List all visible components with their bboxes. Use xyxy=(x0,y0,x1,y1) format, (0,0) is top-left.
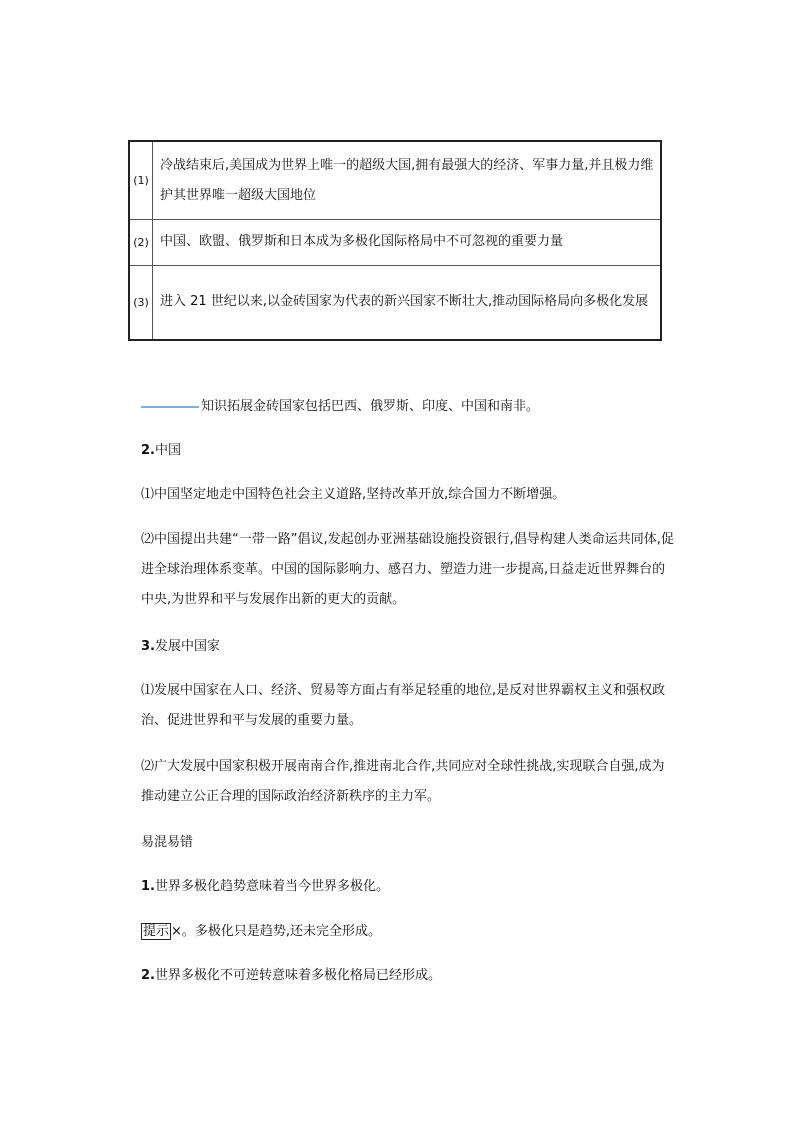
section-heading xyxy=(141,436,677,466)
row-number: (1) xyxy=(130,142,153,219)
section-title: 发展中国家 xyxy=(154,639,220,654)
paragraph: ⑵中国提出共建“一带一路”倡议,发起创办亚洲基础设施投资银行,倡导构建人类命运共同体,促进全球治理体系变革。中国的国际影响力、感召力、塑造力进一步提高,日益走近世界舞台的中央,为世界和平与发展作出新的更大的贡献。 xyxy=(141,532,674,607)
question-text: 世界多极化不可逆转意味着多极化格局已经形成。 xyxy=(154,968,441,983)
question xyxy=(141,872,677,902)
table-row xyxy=(130,265,660,339)
section-title: 中国 xyxy=(154,443,181,458)
question-number: 1. xyxy=(141,879,155,894)
table-row xyxy=(130,142,660,220)
section-number: 3. xyxy=(141,639,155,654)
section-heading xyxy=(141,632,677,662)
tip-underline-decoration xyxy=(141,406,199,408)
row-number: (3) xyxy=(130,265,153,339)
question-number: 2. xyxy=(141,968,155,983)
answer-text: ×。多极化只是趋势,还未完全形成。 xyxy=(171,924,382,939)
row-number: (2) xyxy=(130,219,153,265)
row-text: 中国、欧盟、俄罗斯和日本成为多极化国际格局中不可忽视的重要力量 xyxy=(160,234,564,249)
row-text: 进入 21 世纪以来,以金砖国家为代表的新兴国家不断壮大,推动国际格局向多极化发展 xyxy=(160,294,649,309)
row-text: 冷战结束后,美国成为世界上唯一的超级大国,拥有最强大的经济、军事力量,并且极力维护其世界唯一超级大国地位 xyxy=(160,157,654,203)
paragraph: ⑵广大发展中国家积极开展南南合作,推进南北合作,共同应对全球性挑战,实现联合自强,成为推动建立公正合理的国际政治经济新秩序的主力军。 xyxy=(141,759,665,804)
history-table xyxy=(128,140,662,341)
hint-tag: 提示 xyxy=(143,924,170,939)
confusion-title: 易混易错 xyxy=(141,835,194,850)
tip-text: 知识拓展金砖国家包括巴西、俄罗斯、印度、中国和南非。 xyxy=(201,399,540,414)
answer xyxy=(141,917,677,947)
paragraph: ⑴中国坚定地走中国特色社会主义道路,坚持改革开放,综合国力不断增强。 xyxy=(141,487,566,502)
knowledge-tip xyxy=(141,392,677,422)
table-row xyxy=(130,219,660,266)
paragraph: ⑴发展中国家在人口、经济、贸易等方面占有举足轻重的地位,是反对世界霸权主义和强权政治、促进世界和平与发展的重要力量。 xyxy=(141,683,666,728)
question-text: 世界多极化趋势意味着当今世界多极化。 xyxy=(154,879,389,894)
question xyxy=(141,961,677,991)
section-number: 2. xyxy=(141,443,155,458)
